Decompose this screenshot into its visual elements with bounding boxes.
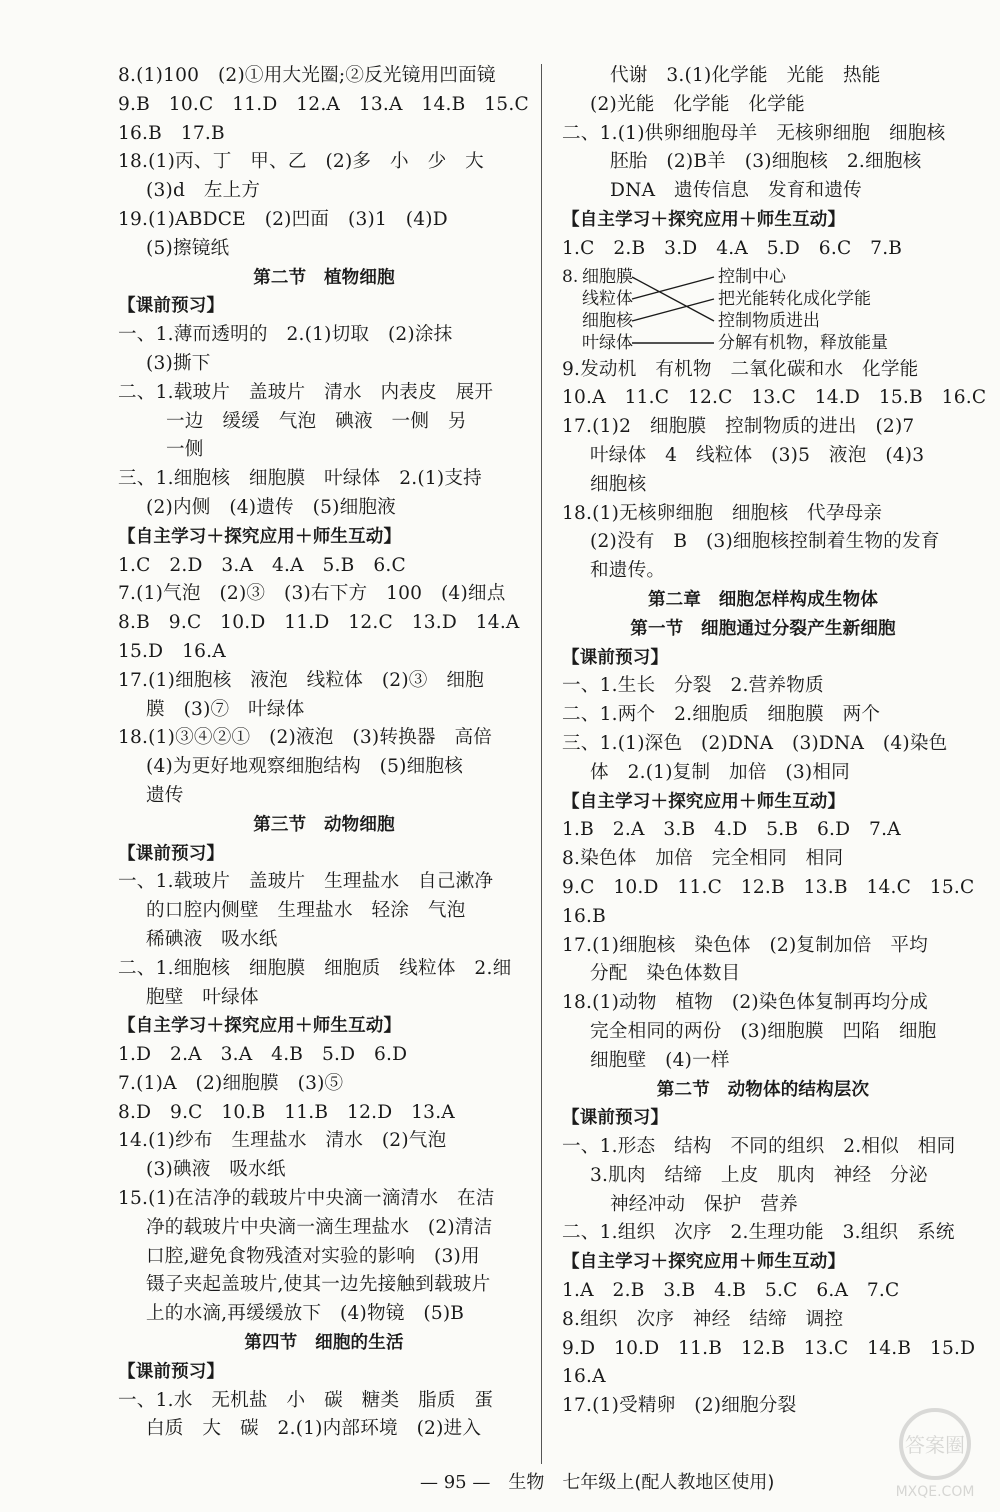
answer-line: 遗传 <box>146 784 184 806</box>
answer-line: 17.(1)受精卵 (2)细胞分裂 <box>562 1395 797 1417</box>
answer-line: 分配 染色体数目 <box>590 963 741 985</box>
answer-line: 二、1.(1)供卵细胞母羊 无核卵细胞 细胞核 <box>562 122 946 144</box>
answer-line: 18.(1)③④②① (2)液泡 (3)转换器 高倍 <box>118 727 493 749</box>
answer-line: 二、1.载玻片 盖玻片 清水 内表皮 展开 <box>118 381 494 403</box>
watermark-logo <box>880 1402 990 1502</box>
answer-line: (2)没有 B (3)细胞核控制着生物的发育 <box>590 531 940 553</box>
section-header: 【自主学习＋探究应用＋师生互动】 <box>118 1016 402 1037</box>
answer-line: 17.(1)细胞核 液泡 线粒体 (2)③ 细胞 <box>118 669 484 691</box>
answer-line: 一、1.生长 分裂 2.营养物质 <box>562 675 824 697</box>
answer-line: 的口腔内侧壁 生理盐水 轻涂 气泡 <box>146 900 466 922</box>
page-number: — 95 — <box>420 1472 491 1493</box>
answer-line: 二、1.两个 2.细胞质 细胞膜 两个 <box>562 704 881 726</box>
answer-line: 镊子夹起盖玻片,使其一边先接触到载玻片 <box>146 1274 491 1296</box>
match-right-item: 控制中心 <box>718 266 786 287</box>
section-header: 【自主学习＋探究应用＋师生互动】 <box>562 791 846 812</box>
answer-line: 15.(1)在洁净的载玻片中央滴一滴清水 在洁 <box>118 1188 495 1210</box>
match-left-item: 线粒体 <box>582 288 633 309</box>
answer-line: 体 2.(1)复制 加倍 (3)相同 <box>590 761 850 783</box>
answer-line: 净的载玻片中央滴一滴生理盐水 (2)清洁 <box>146 1216 493 1238</box>
right-column <box>562 62 987 1421</box>
answer-line: 1.B 2.A 3.B 4.D 5.B 6.D 7.A <box>562 819 901 841</box>
answer-line: 8.B 9.C 10.D 11.D 12.C 13.D 14.A <box>118 612 520 634</box>
answer-line: 10.A 11.C 12.C 13.C 14.D 15.B 16.C <box>562 387 987 409</box>
answer-line: (3)d 左上方 <box>146 180 261 202</box>
answer-line: 16.A <box>562 1366 606 1388</box>
answer-line: 9.B 10.C 11.D 12.A 13.A 14.B 15.C <box>118 93 529 115</box>
answer-line: 上的水滴,再缓缓放下 (4)物镜 (5)B <box>146 1303 465 1325</box>
answer-line: 19.(1)ABDCE (2)凹面 (3)1 (4)D <box>118 208 448 230</box>
answer-line: 二、1.细胞核 细胞膜 细胞质 线粒体 2.细 <box>118 957 512 979</box>
match-right-item: 控制物质进出 <box>718 310 820 331</box>
section-title: 第二节 植物细胞 <box>253 267 395 288</box>
answer-line: 一、1.形态 结构 不同的组织 2.相似 相同 <box>562 1136 956 1158</box>
answer-line: 三、1.(1)深色 (2)DNA (3)DNA (4)染色 <box>562 732 948 754</box>
answer-line: 一、1.薄而透明的 2.(1)切取 (2)涂抹 <box>118 324 453 346</box>
match-line-2 <box>632 277 714 299</box>
match-left-item: 细胞核 <box>582 310 633 331</box>
section-title: 第三节 动物细胞 <box>253 814 395 835</box>
answer-line: 1.C 2.B 3.D 4.A 5.D 6.C 7.B <box>562 237 903 259</box>
answer-line: 胞壁 叶绿体 <box>146 986 259 1008</box>
answer-line: 18.(1)丙、丁 甲、乙 (2)多 小 少 大 <box>118 151 484 173</box>
match-line-3 <box>632 299 714 321</box>
section-header: 【自主学习＋探究应用＋师生互动】 <box>562 1252 846 1273</box>
answer-line: 16.B 17.B <box>118 122 225 144</box>
section-header: 【课前预习】 <box>562 1108 669 1129</box>
right-bottom-block <box>562 356 987 1421</box>
section-title: 第二节 动物体的结构层次 <box>656 1079 870 1100</box>
matching-diagram <box>562 266 964 356</box>
answer-line: 口腔,避免食物残渣对实验的影响 (3)用 <box>146 1245 480 1267</box>
section-title: 第四节 细胞的生活 <box>244 1333 404 1354</box>
answer-line: 16.B <box>562 905 607 927</box>
answer-line: 三、1.细胞核 细胞膜 叶绿体 2.(1)支持 <box>118 468 482 490</box>
answer-line: (3)碘液 吸水纸 <box>146 1159 286 1181</box>
answer-line: 胚胎 (2)B羊 (3)细胞核 2.细胞核 <box>610 151 922 173</box>
answer-line: 1.D 2.A 3.A 4.B 5.D 6.D <box>118 1044 408 1066</box>
match-line-1 <box>632 277 714 321</box>
section-header: 【课前预习】 <box>118 843 225 864</box>
answer-line: 1.C 2.D 3.A 4.A 5.B 6.C <box>118 554 406 576</box>
answer-line: 8.(1)100 (2)①用大光圈;②反光镜用凹面镜 <box>118 65 496 86</box>
section-header: 【自主学习＋探究应用＋师生互动】 <box>118 526 402 547</box>
match-left-item: 细胞膜 <box>582 266 633 287</box>
answer-line: 叶绿体 4 线粒体 (3)5 液泡 (4)3 <box>590 444 925 466</box>
answer-line: 17.(1)细胞核 染色体 (2)复制加倍 平均 <box>562 934 928 956</box>
answer-line: 膜 (3)⑦ 叶绿体 <box>146 698 305 720</box>
answer-line: 二、1.组织 次序 2.生理功能 3.组织 系统 <box>562 1222 955 1244</box>
answer-line: 和遗传。 <box>590 560 666 582</box>
section-title: 第二章 细胞怎样构成生物体 <box>647 589 879 610</box>
answer-line: 3.肌肉 结缔 上皮 肌肉 神经 分泌 <box>590 1164 928 1186</box>
answer-line: (5)擦镜纸 <box>146 237 230 259</box>
answer-line: (2)光能 化学能 化学能 <box>590 93 805 115</box>
answer-line: 9.C 10.D 11.C 12.B 13.B 14.C 15.C <box>562 876 975 898</box>
answer-line: 一边 缓缓 气泡 碘液 一侧 另 <box>166 410 467 432</box>
answer-line: (4)为更好地观察细胞结构 (5)细胞核 <box>146 756 463 778</box>
match-number: 8. <box>562 266 579 287</box>
column-divider <box>541 64 542 1464</box>
match-right-item: 把光能转化成化学能 <box>718 288 871 309</box>
match-left-item: 叶绿体 <box>582 332 633 353</box>
answer-line: 17.(1)2 细胞膜 控制物质的进出 (2)7 <box>562 416 915 438</box>
answer-line: DNA 遗传信息 发育和遗传 <box>610 180 862 202</box>
answer-line: 8.组织 次序 神经 结缔 调控 <box>562 1308 844 1330</box>
answer-line: (3)撕下 <box>146 352 211 374</box>
left-column <box>118 62 530 1444</box>
answer-line: 细胞核 <box>590 473 647 495</box>
answer-line: 18.(1)动物 植物 (2)染色体复制再均分成 <box>562 992 928 1014</box>
right-top-block <box>562 62 964 264</box>
answer-line: 一侧 <box>166 439 204 461</box>
answer-line: 稀碘液 吸水纸 <box>146 928 278 950</box>
answer-line: 一、1.水 无机盐 小 碳 糖类 脂质 蛋 <box>118 1389 494 1411</box>
answer-line: 白质 大 碳 2.(1)内部环境 (2)进入 <box>146 1418 482 1440</box>
section-header: 【课前预习】 <box>118 296 225 317</box>
answer-line: (2)内侧 (4)遗传 (5)细胞液 <box>146 496 396 518</box>
watermark-sub: MXQE.COM <box>895 1484 975 1500</box>
section-header: 【课前预习】 <box>118 1361 225 1382</box>
section-header: 【自主学习＋探究应用＋师生互动】 <box>562 209 846 230</box>
answer-line: 7.(1)A (2)细胞膜 (3)⑤ <box>118 1072 344 1094</box>
answer-line: 代谢 3.(1)化学能 光能 热能 <box>610 65 881 86</box>
footer-subject: 生物 七年级上(配人教地区使用) <box>508 1472 775 1493</box>
answer-line: 18.(1)无核卵细胞 细胞核 代孕母亲 <box>562 502 883 524</box>
match-right-item: 分解有机物，释放能量 <box>718 332 888 353</box>
section-header: 【课前预习】 <box>562 647 669 668</box>
answer-line: 15.D 16.A <box>118 640 226 662</box>
answer-line: 9.D 10.D 11.B 12.B 13.C 14.B 15.D <box>562 1337 976 1359</box>
section-title: 第一节 细胞通过分裂产生新细胞 <box>630 618 896 639</box>
answer-line: 1.A 2.B 3.B 4.B 5.C 6.A 7.C <box>562 1280 900 1302</box>
answer-line: 14.(1)纱布 生理盐水 清水 (2)气泡 <box>118 1130 447 1152</box>
answer-line: 9.发动机 有机物 二氧化碳和水 化学能 <box>562 358 919 380</box>
answer-line: 一、1.载玻片 盖玻片 生理盐水 自己漱净 <box>118 871 494 893</box>
answer-line: 7.(1)气泡 (2)③ (3)右下方 100 (4)细点 <box>118 583 506 605</box>
answer-line: 8.D 9.C 10.B 11.B 12.D 13.A <box>118 1101 455 1123</box>
answer-line: 8.染色体 加倍 完全相同 相同 <box>562 848 844 870</box>
answer-line: 完全相同的两份 (3)细胞膜 凹陷 细胞 <box>590 1020 937 1042</box>
watermark-text: 答案圈 <box>905 1433 965 1457</box>
answer-line: 神经冲动 保护 营养 <box>610 1193 798 1215</box>
answer-line: 细胞壁 (4)一样 <box>590 1049 730 1071</box>
